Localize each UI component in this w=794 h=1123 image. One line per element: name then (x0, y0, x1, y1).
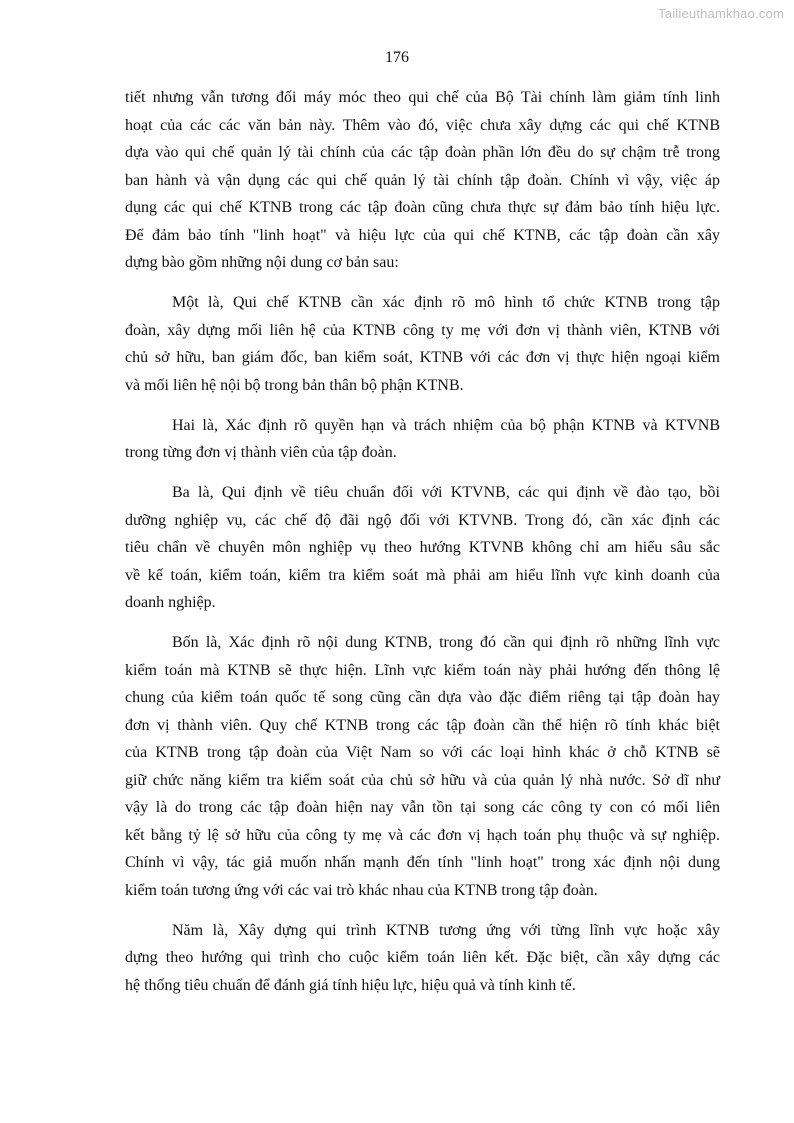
text-line: và mối liên hệ nội bộ trong bản thân bộ phận KTNB. (125, 376, 464, 394)
paragraph (125, 629, 720, 904)
text-line: Hai là, Xác định rõ quyền hạn và trách nhiệm của bộ phận KTNB và KTVNB (172, 416, 720, 434)
text-line: hệ thống tiêu chuẩn để đánh giá tính hiệu lực, hiệu quả và tính kinh tế. (125, 976, 576, 994)
text-line: đoàn, xây dựng mối liên hệ của KTNB công ty mẹ với đơn vị thành viên, KTNB với (125, 321, 720, 339)
paragraph (125, 289, 720, 399)
text-line: Chính vì vậy, tác giả muốn nhấn mạnh đến tính "linh hoạt" trong xác định nội dung (125, 854, 720, 871)
text-line: Bốn là, Xác định rõ nội dung KTNB, trong đó cần qui định rõ những lĩnh vực (172, 634, 720, 651)
text-line: tiết nhưng vẫn tương đối máy móc theo qui chế của Bộ Tài chính làm giảm tính linh (125, 89, 720, 106)
text-line: kết bằng tỷ lệ sở hữu của công ty mẹ và các đơn vị hạch toán phụ thuộc và sự nghiệp. (125, 826, 720, 844)
document-body (125, 84, 720, 1012)
text-line: chủ sở hữu, ban giám đốc, ban kiểm soát, KTNB với các đơn vị thực hiện ngoại kiểm (125, 349, 720, 366)
paragraph (125, 917, 720, 1000)
text-line: Một là, Qui chế KTNB cần xác định rõ mô hình tổ chức KTNB trong tập (172, 294, 720, 311)
paragraph (125, 412, 720, 467)
text-line: dựa vào qui chế quản lý tài chính của các tập đoàn phần lớn đều do sự chậm trễ trong (125, 144, 720, 161)
page-number: 176 (385, 49, 409, 66)
text-line: chung của kiểm toán quốc tế song cũng cần dựa vào đặc điểm riêng tại tập đoàn hay (125, 689, 720, 706)
text-line: hoạt của các các văn bản này. Thêm vào đó, việc chưa xây dựng các qui chế KTNB (125, 116, 720, 134)
text-line: Năm là, Xây dựng qui trình KTNB tương ứng với từng lĩnh vực hoặc xây (172, 921, 720, 939)
text-line: đơn vị thành viên. Quy chế KTNB trong các tập đoàn cần thể hiện rõ tính khác biệt (125, 716, 720, 734)
text-line: dựng theo hướng qui trình cho cuộc kiểm toán liên kết. Đặc biệt, cần xây dựng các (125, 949, 720, 966)
text-line: Ba là, Qui định về tiêu chuẩn đối với KTVNB, các qui định về đào tạo, bồi (172, 484, 720, 501)
text-line: vậy là do trong các tập đoàn hiện nay vẫn tồn tại song các công ty con có mối liên (125, 799, 720, 816)
text-line: của KTNB trong tập đoàn của Việt Nam so với các loại hình khác ở chỗ KTNB sẽ (125, 744, 720, 761)
text-line: doanh nghiệp. (125, 594, 216, 611)
text-line: dưỡng nghiệp vụ, các chế độ đãi ngộ đối với KTVNB. Trong đó, cần xác định các (125, 511, 720, 529)
text-line: ban hành và vận dụng các qui chế quản lý tài chính tập đoàn. Chính vì vậy, việc áp (125, 171, 720, 189)
text-line: tiêu chẩn về chuyên môn nghiệp vụ theo hướng KTVNB không chỉ am hiểu sâu sắc (125, 539, 720, 556)
paragraph (125, 84, 720, 277)
paragraph (125, 479, 720, 617)
text-line: về kế toán, kiểm toán, kiểm tra kiểm soát mà phải am hiểu lĩnh vực kinh doanh của (125, 566, 720, 584)
text-line: dụng các qui chế KTNB trong các tập đoàn cũng chưa thực sự đảm bảo tính hiệu lực. (125, 199, 720, 216)
text-line: giữ chức năng kiểm tra kiểm soát của chủ sở hữu và của quản lý nhà nước. Sở dĩ như (125, 771, 720, 789)
text-line: dựng bào gồm những nội dung cơ bản sau: (125, 254, 399, 271)
text-line: kiểm toán tương ứng với các vai trò khác nhau của KTNB trong tập đoàn. (125, 881, 598, 899)
text-line: Để đảm bảo tính "linh hoạt" và hiệu lực của qui chế KTNB, các tập đoàn cần xây (125, 226, 720, 244)
watermark: Tailieuthamkhao.com (658, 6, 784, 21)
text-line: kiểm toán mà KTNB sẽ thực hiện. Lĩnh vực kiểm toán này phải hướng đến thông lệ (125, 661, 720, 679)
text-line: trong từng đơn vị thành viên của tập đoàn. (125, 444, 397, 461)
